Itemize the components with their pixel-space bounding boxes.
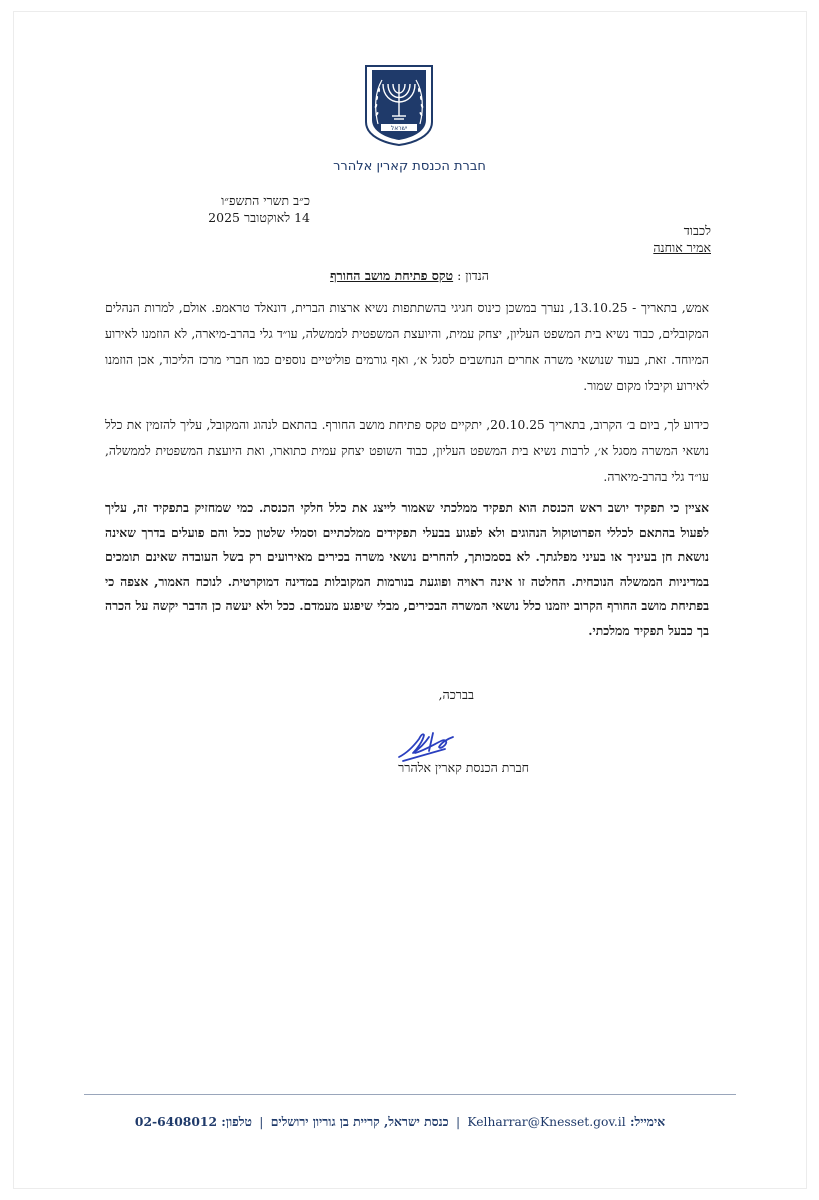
body-paragraph-1: אמש, בתאריך - 13.10.25, נערך במשכן כינוס חגיגי בהשתתפות נשיא ארצות הברית, דונאלד טראמפ. אולם, למרות הנהלים המקובלים, כבוד נשיא בית המשפט העליון, יצחק עמית, והיועצת המשפטית לממשלה, עו״ד גלי בהרב-מיארה, לא הוזמנו לאירוע המיוחד. זאת, בעוד שנושאי משרה אחרים הנחשבים לסגל א׳, ואף גורמים פוליטיים נוספים כמו חברי מרכז הליכוד, אכן הוזמנו לאירוע וקיבלו מקום שמור. [105, 301, 709, 393]
subject-line [0, 268, 819, 284]
date-block [110, 192, 310, 226]
addressee-block [653, 222, 711, 256]
body-paragraph-2: כידוע לך, ביום ב׳ הקרוב, בתאריך 20.10.25, יתקיים טקס פתיחת מושב החורף. בהתאם לנהוג והמקובל, עליך להזמין את כלל נושאי המשרה מסגל א׳, לרבות נשיא בית המשפט העליון, כבוד השופט יצחק עמית כתוארו, ואת היועצת המשפטית לממשלה, עו״ד גלי בהרב-מיארה. [105, 418, 710, 484]
footer-separator: | [455, 1115, 461, 1129]
gregorian-date: 14 לאוקטובר 2025 [208, 210, 310, 225]
closing-regards: בברכה, [438, 687, 474, 702]
letterhead-author: חברת הכנסת קארין אלהרר [333, 159, 486, 174]
footer-contact [60, 1114, 740, 1130]
addressee-name: אמיר אוחנה [653, 240, 711, 255]
footer-phone-label: טלפון: [221, 1114, 252, 1129]
subject-title: טקס פתיחת מושב החורף [330, 268, 454, 283]
body-paragraph-3: אציין כי תפקיד יושב ראש הכנסת הוא תפקיד ממלכתי שאמור לייצג את כלל חלקי הכנסת. כמי שמחזיק בתפקיד זה, עליך לפעול בהתאם לכללי הפרוטוקול הנהוגים ולא לפגוע בבעלי תפקידים ממלכתיים וסמלי שלטון ככל והם פועלים בדרך שאינה נושאת חן בעיניך או בעיני מפלגתך. לא בסמכותך, להחרים נושאי משרה בכירים מאירועים רק בשל העובדה שאינם תומכים במדיניות הממשלה הנוכחית. החלטה זו אינה ראויה ופוגעת בנורמות המקובלות במדינה דמוקרטית. לנוכח האמור, אצפה כי בפתיחת מושב החורף הקרוב יוזמנו כלל נושאי המשרה הבכירים, מבלי שיפגע מעמדם. ככל ולא יעשה כן הדבר יקשה על הכרה בך כבעל תפקיד ממלכתי. [105, 500, 709, 638]
footer-address: כנסת ישראל, קריית בן גוריון ירושלים [270, 1114, 449, 1129]
hebrew-date: כ״ב תשרי התשפ״ו [221, 193, 310, 208]
footer-email[interactable]: Kelharrar@Knesset.gov.il [467, 1115, 626, 1129]
emblem-text: ישראל [390, 125, 408, 132]
footer-separator: | [259, 1115, 264, 1129]
footer-email-label: אימייל: [629, 1114, 666, 1129]
salutation: לכבוד [683, 223, 711, 238]
signatory-name: חברת הכנסת קארין אלהרר [398, 760, 529, 775]
footer-phone[interactable]: 02-6408012 [134, 1114, 218, 1129]
state-emblem-icon [362, 64, 436, 146]
footer-divider [84, 1094, 736, 1095]
subject-label: הנדון : [457, 268, 489, 283]
